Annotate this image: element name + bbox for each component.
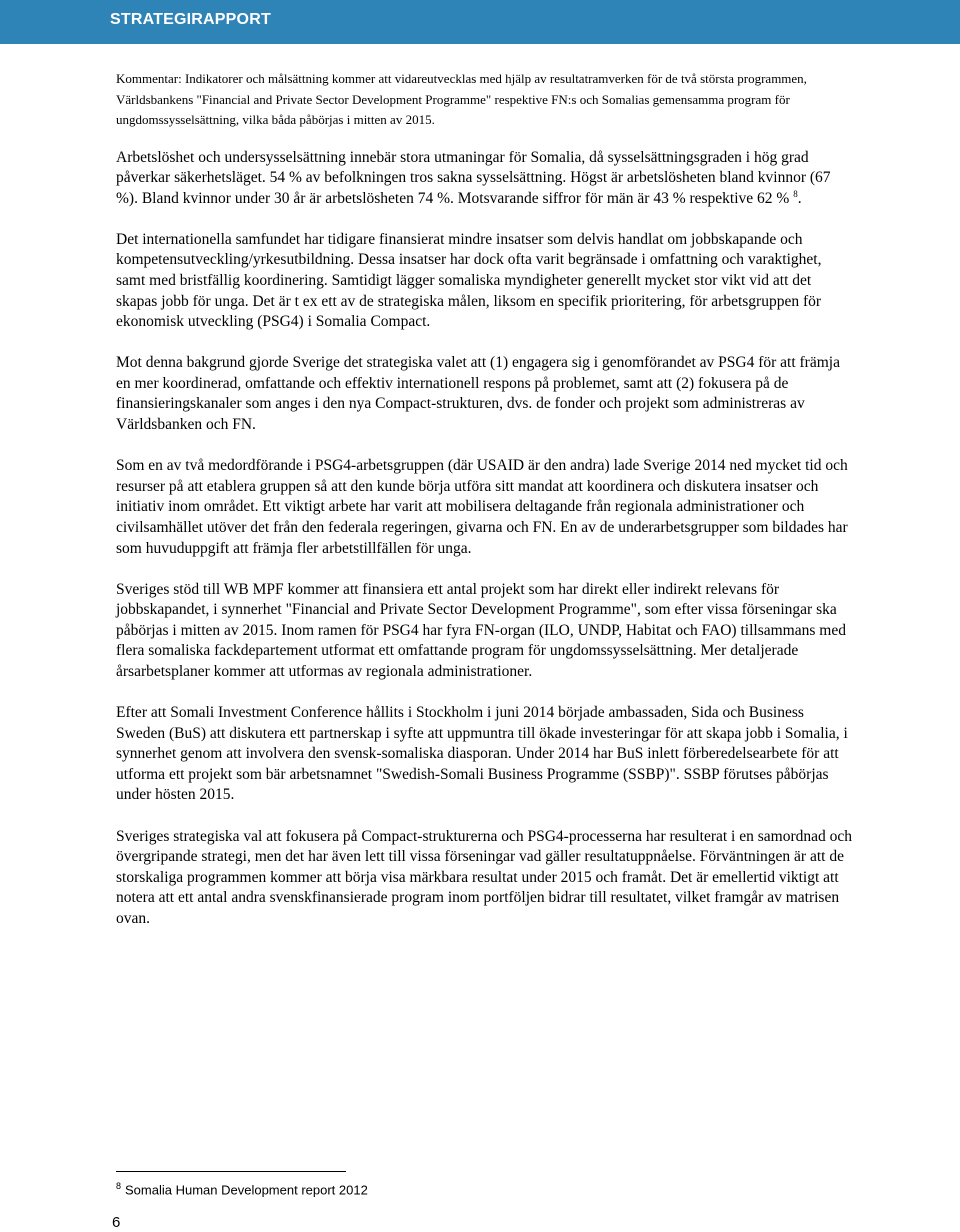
paragraph-compact-focus: Sveriges strategiska val att fokusera på Compact-strukturerna och PSG4-processerna har resulterat i en samordnad och övergripande strategi, men det har även lett till vissa förseningar vad gäller resultatuppnåelse. Förväntningen är att de storskaliga programmen kommer att börja visa märkbara resultat under 2015 och framåt. Det är emellertid viktigt att notera att ett antal andra svenskfinansierade program inom portföljen bidrar till resultatet, vilket framgår av matrisen ovan. [116,827,853,927]
paragraph-international-community: Det internationella samfundet har tidigare finansierat mindre insatser som delvis handlat om jobbskapande och kompetensutveckling/yrkesutbildning. Dessa insatser har dock ofta varit begränsade i omfattning och varaktighet, samt med bristfällig koordinering. Samtidigt lägger somaliska myndigheter generellt mycket stor vikt vid att det skapas jobb för unga. Det är t ex ett av de strategiska målen, liksom en specifik prioritering, för arbetsgruppen för ekonomisk utveckling (PSG4) i Somalia Compact. [116,230,822,331]
document-title: STRATEGIRAPPORT [110,11,271,28]
header-bar [0,0,960,44]
footnote-reference[interactable]: 8 [793,188,798,199]
footnote-text: Somalia Human Development report 2012 [125,1182,368,1198]
footnote-separator [116,1171,346,1172]
paragraph-investment-conference: Efter att Somali Investment Conference hållits i Stockholm i juni 2014 började ambassaden, Sida och Business Sweden (BuS) att diskutera ett partnerskap i syfte att uppmuntra till ökade investeringar för att skapa jobb i Somalia, i synnerhet genom att involvera den svensk-somaliska diasporan. Under 2014 har BuS inlett förberedelsearbete för att utforma ett projekt som bär arbetsnamnet "Swedish-Somali Business Programme (SSBP)". SSBP förutses påbörjas under hösten 2015. [116,704,848,804]
footnote-number: 8 [116,1181,122,1191]
page-content [116,69,852,950]
footnote [116,1181,368,1197]
comment-paragraph: Kommentar: Indikatorer och målsättning kommer att vidareutvecklas med hjälp av resultatramverken för de två största programmen, Världsbankens "Financial and Private Sector Development Programme" respektive FN:s och Somalias gemensamma program för ungdomssysselsättning, vilka båda påbörjas i mitten av 2015. [116,71,807,127]
paragraph-unemployment-text: Arbetslöshet och undersysselsättning innebär stora utmaningar för Somalia, då sysselsättningsgraden i hög grad påverkar säkerhetsläget. 54 % av befolkningen tros sakna sysselsättning. Högst är arbetslösheten bland kvinnor (67 %). Bland kvinnor under 30 år är arbetslösheten 74 %. Motsvarande siffror för män är 43 % respektive 62 % [116,148,831,207]
paragraph-unemployment [116,148,852,210]
paragraph-strategic-choice: Mot denna bakgrund gjorde Sverige det strategiska valet att (1) engagera sig i genomförandet av PSG4 för att främja en mer koordinerad, omfattande och effektiv internationell respons på problemet, samt att (2) fokusera på de finansieringskanaler som anges i den nya Compact-strukturen, dvs. de fonder och projekt som administreras av Världsbanken och FN. [116,354,840,434]
paragraph-wb-mpf-support: Sveriges stöd till WB MPF kommer att finansiera ett antal projekt som har direkt eller indirekt relevans för jobbskapandet, i synnerhet "Financial and Private Sector Development Programme", som efter vissa förseningar ska påbörjas i mitten av 2015. Inom ramen för PSG4 har fyra FN-organ (ILO, UNDP, Habitat och FAO) tillsammans med flera somaliska fackdepartement utformat ett omfattande program för ungdomssysselsättning. Mer detaljerade årsarbetsplaner kommer att utformas av regionala administrationer. [116,580,846,680]
paragraph-unemployment-end: . [797,189,802,207]
paragraph-psg4-cochair: Som en av två medordförande i PSG4-arbetsgruppen (där USAID är den andra) lade Sverige 2014 ned mycket tid och resurser på att etablera gruppen så att den kunde börja utföra sitt mandat att koordinera och diskutera insatser och initiativ inom området. Ett viktigt arbete har varit att mobilisera deltagande från regionala administrationer och civilsamhället utöver det från den federala regeringen, givarna och FN. En av de underarbetsgrupper som bildades har som huvuduppgift att främja fler arbetstillfällen för unga. [116,457,848,557]
page-number: 6 [112,1214,121,1231]
